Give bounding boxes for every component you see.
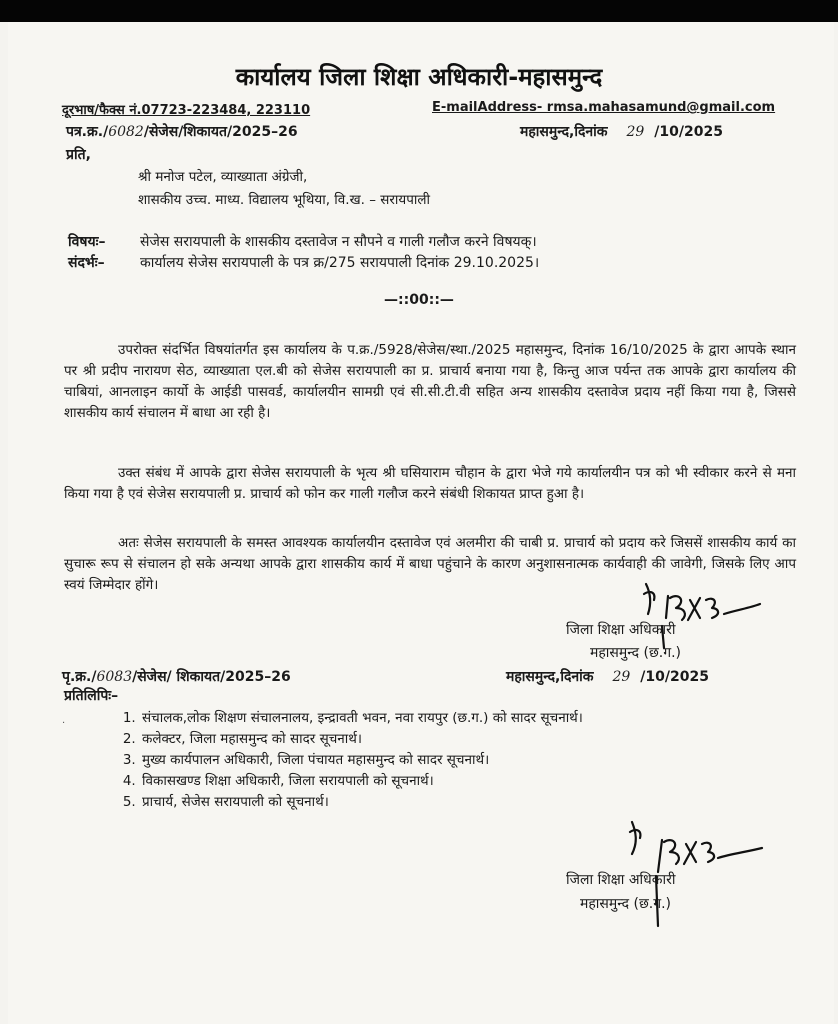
signatory-place-2: महासमुन्द (छ.ग.)	[580, 896, 671, 912]
phone-fax-line: दूरभाष/फैक्स नं.07723-223484, 223110	[62, 103, 311, 118]
date-day-handwritten: 29	[626, 124, 645, 140]
endorsement-place-date-label: महासमुन्द,दिनांक	[506, 669, 594, 685]
place-date-label: महासमुन्द,दिनांक	[520, 124, 608, 140]
copy-recipient: 5. प्राचार्य, सेजेस सरायपाली को सूचनार्थ।	[140, 792, 583, 813]
copy-recipient: 2. कलेक्टर, जिला महासमुन्द को सादर सूचनार्थ।	[140, 729, 583, 750]
endorsement-date-day-handwritten: 29	[612, 669, 631, 685]
body-paragraph-2: उक्त संबंध में आपके द्वारा सेजेस सरायपाली के भृत्य श्री घसियाराम चौहान के द्वारा भेजे गये कार्यालयीन पत्र को भी स्वीकार करने से मना किया गया है एवं सेजेस सरायपाली प्र. प्राचार्य को फोन कर गाली गलौज करने संबंधी शिकायत प्राप्त हुआ है।	[64, 465, 796, 502]
copy-recipient: 1. संचालक,लोक शिक्षण संचालनालय, इन्द्रावती भवन, नवा रायपुर (छ.ग.) को सादर सूचनार्थ।	[140, 708, 583, 729]
reference-text: कार्यालय सेजेस सरायपाली के पत्र क्र/275 सरायपाली दिनांक 29.10.2025।	[140, 255, 540, 271]
ref-suffix: /सेजेस/शिकायत/2025–26	[143, 124, 298, 140]
ref-prefix: पत्र.क्र./	[66, 124, 109, 140]
office-title: कार्यालय जिला शिक्षा अधिकारी-महासमुन्द	[235, 63, 603, 91]
reference-label: संदर्भः–	[68, 255, 105, 271]
signatory-title-2: जिला शिक्षा अधिकारी	[566, 872, 676, 888]
endorsement-date-rest: /10/2025	[640, 669, 709, 685]
section-separator: —::00::—	[384, 292, 454, 308]
endorsement-place-date	[506, 667, 709, 686]
subject-label: विषयः–	[68, 234, 106, 250]
endorsement-ref-prefix: पृ.क्र./	[62, 669, 97, 685]
top-edge-strip	[0, 0, 838, 22]
subject-text: सेजेस सरायपाली के शासकीय दस्तावेज न सौपने व गाली गलौज करने विषयक्।	[140, 234, 537, 250]
copy-recipient: 4. विकासखण्ड शिक्षा अधिकारी, जिला सरायपाली को सूचनार्थ।	[140, 771, 583, 792]
date-rest: /10/2025	[654, 124, 723, 140]
endorsement-reference-number	[62, 667, 291, 686]
letter-place-date	[520, 122, 723, 141]
signatory-place-1: महासमुन्द (छ.ग.)	[590, 645, 681, 661]
margin-mark: ·	[62, 718, 66, 729]
ref-number-handwritten: 6082	[108, 124, 144, 140]
copy-recipients-list	[112, 708, 583, 813]
recipient-line-2: शासकीय उच्च. माध्य. विद्यालय भूथिया, वि.ख. – सरायपाली	[138, 192, 431, 208]
body-paragraph-1: उपरोक्त संदर्भित विषयांतर्गत इस कार्यालय के प.क्र./5928/सेजेस/स्था./2025 महासमुन्द, दिनांक 16/10/2025 के द्वारा आपके स्थान पर श्री प्रदीप नारायण सेठ, व्याख्याता एल.बी को सेजेस सरायपाली का प्र. प्राचार्य बनाया गया है, किन्तु आज पर्यन्त तक आपके द्वारा कार्यालय की चाबियां, आनलाइन कार्यो के आईडी पासवर्ड, कार्यालयीन सामग्री एवं सी.सी.टी.वी सहित अन्य शासकीय दस्तावेज प्रदाय नहीं किया गया है, जिससे शासकीय कार्य संचालन में बाधा आ रही है।	[64, 342, 796, 421]
endorsement-ref-suffix: /सेजेस/ शिकायत/2025–26	[132, 669, 291, 685]
body-paragraph-3: अतः सेजेस सरायपाली के समस्त आवश्यक कार्यालयीन दस्तावेज एवं अलमीरा की चाबी प्र. प्राचार्य को प्रदाय करे जिससें शासकीय कार्य का सुचारू रूप से संचालन हो सके अन्यथा आपके द्वारा शासकीय कार्य में बाधा पहुंचाने के कारण अनुशासनात्मक कार्यवाही की जावेगी, जिसके लिए आप स्वयं जिम्मेदार होंगे।	[64, 535, 796, 593]
copy-recipient: 3. मुख्य कार्यपालन अधिकारी, जिला पंचायत महासमुन्द को सादर सूचनार्थ।	[140, 750, 583, 771]
endorsement-ref-number-handwritten: 6083	[96, 669, 133, 685]
letter-reference-number	[66, 122, 298, 141]
signatory-title-1: जिला शिक्षा अधिकारी	[566, 622, 676, 638]
copy-to-label: प्रतिलिपिः–	[64, 688, 119, 704]
recipient-line-1: श्री मनोज पटेल, व्याख्याता अंग्रेजी,	[138, 169, 308, 185]
email-address-line: E-mailAddress- rmsa.mahasamund@gmail.com	[432, 100, 776, 115]
to-label: प्रति,	[66, 147, 91, 163]
